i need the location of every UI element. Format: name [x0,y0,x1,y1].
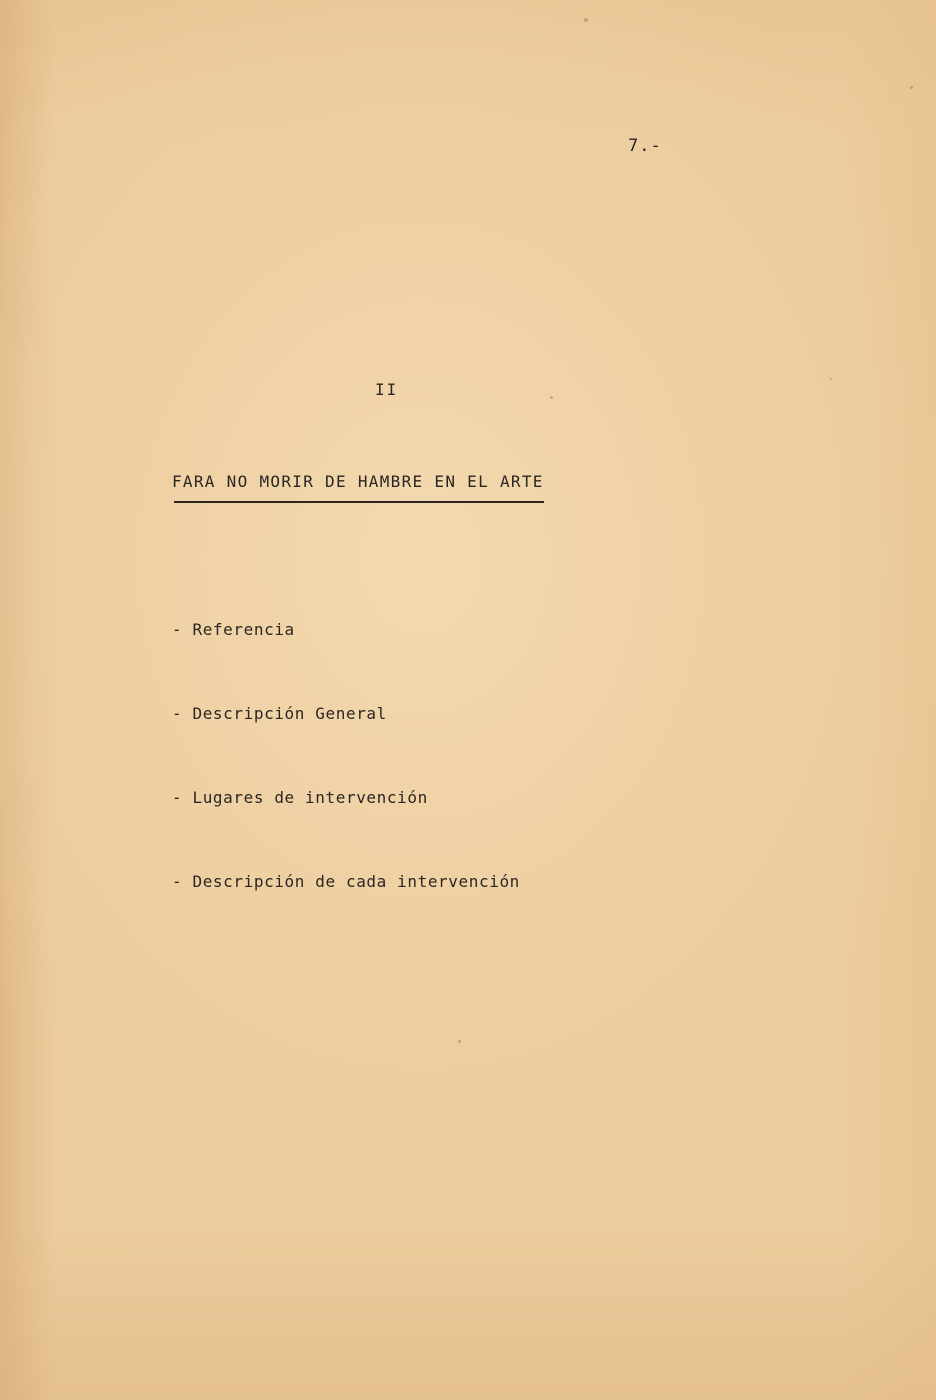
paper-speck [830,378,832,380]
paper-speck [550,396,553,399]
paper-speck [910,86,913,89]
title-underline [174,501,544,503]
list-item-text: - Descripción General [172,704,387,723]
section-title: FARA NO MORIR DE HAMBRE EN EL ARTE [172,472,544,491]
contents-list [172,620,520,956]
paper-speck [584,18,588,22]
list-item [172,620,520,704]
list-item-text: - Lugares de intervención [172,788,428,807]
section-number: II [375,380,399,399]
list-item [172,872,520,956]
page-number: 7.- [628,136,662,156]
list-item-text: - Descripción de cada intervención [172,872,520,891]
list-item [172,704,520,788]
list-item-text: - Referencia [172,620,295,639]
list-item [172,788,520,872]
paper-speck [458,1040,461,1043]
